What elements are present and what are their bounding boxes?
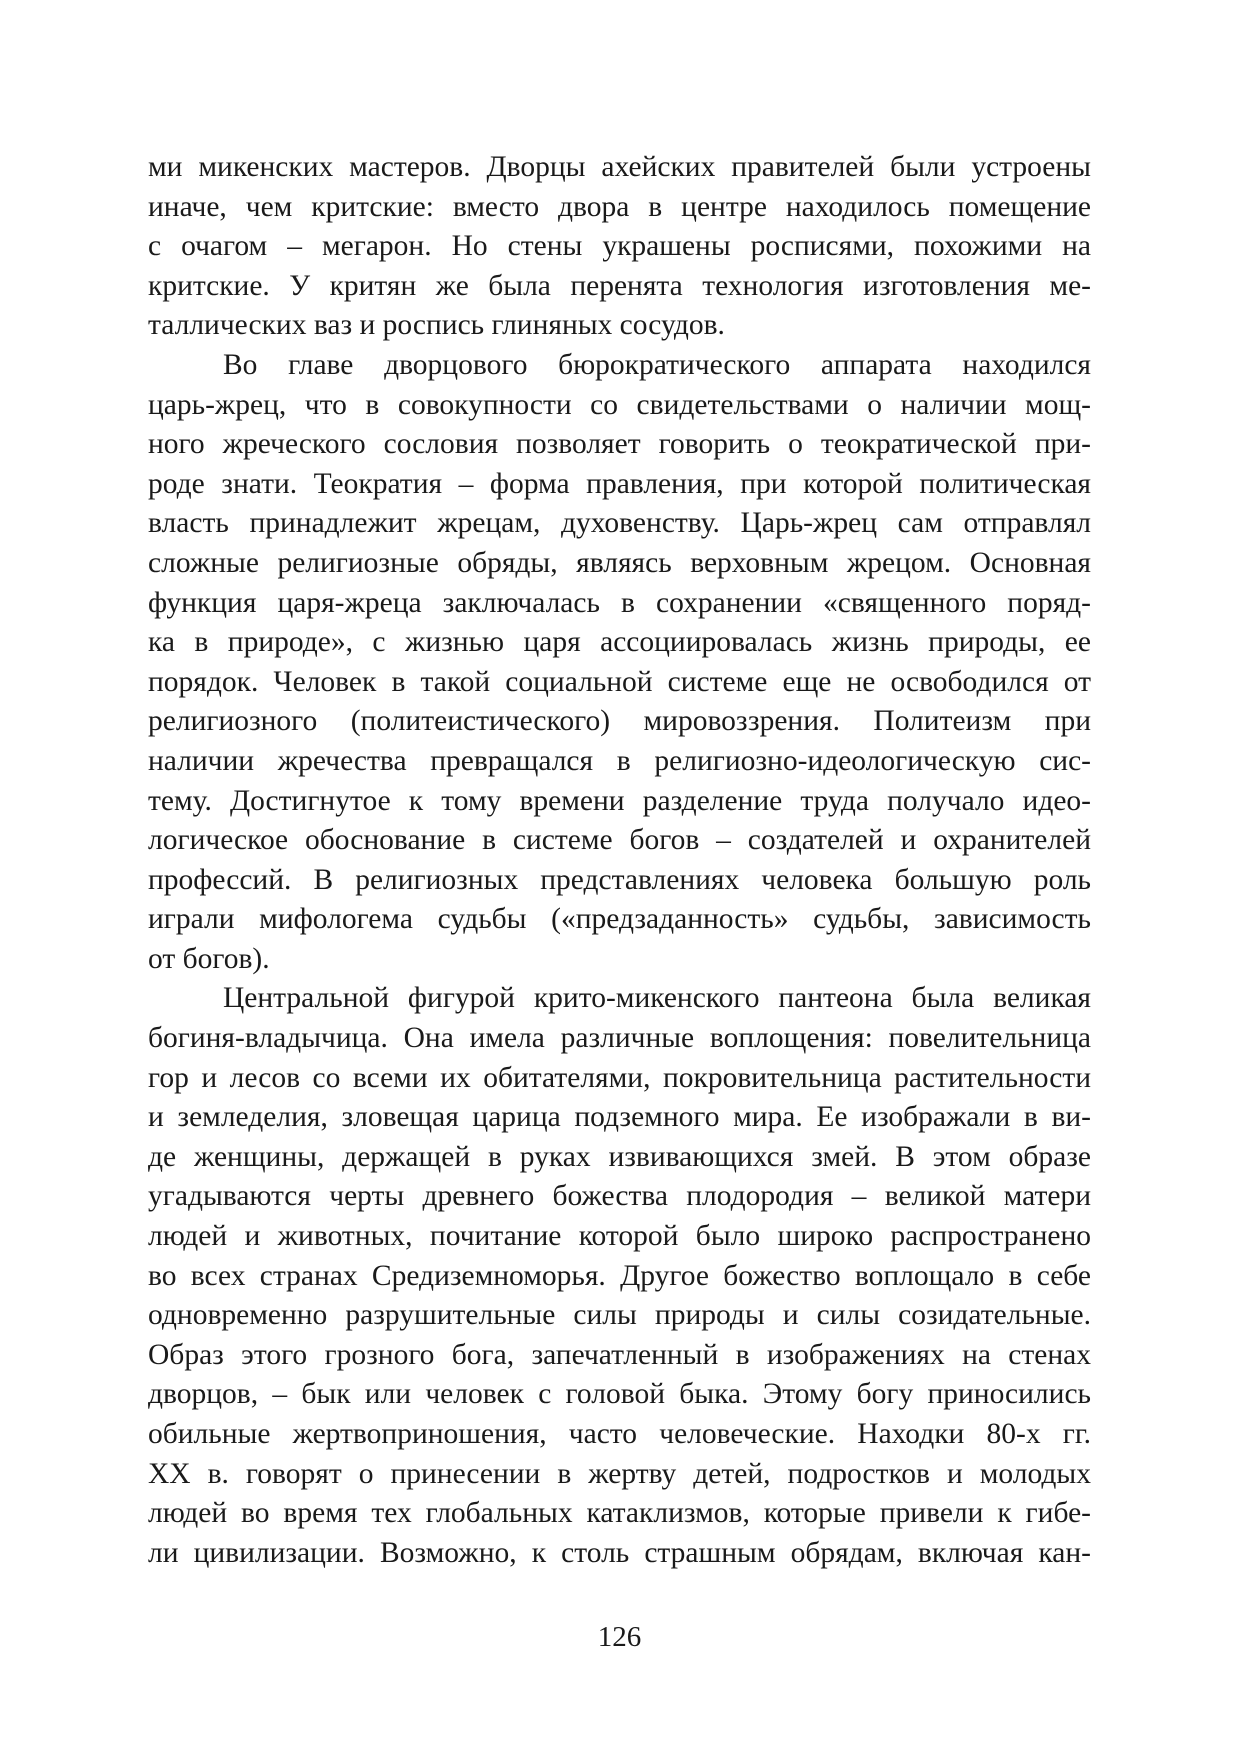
text-line: наличии жречества превращался в религиозно-идеологическую сис- [148, 744, 1091, 777]
text-line: власть принадлежит жрецам, духовенству. Царь-жрец сам отправлял [148, 507, 1091, 540]
text-line: Образ этого грозного бога, запечатленный в изображениях на стенах [148, 1338, 1091, 1371]
text-line: людей во время тех глобальных катаклизмов, которые привели к гибе- [148, 1497, 1091, 1530]
text-line: Во главе дворцового бюрократического аппарата находился [223, 348, 1091, 381]
text-line: людей и животных, почитание которой было широко распространено [148, 1220, 1091, 1253]
text-line: угадываются черты древнего божества плодородия – великой матери [148, 1180, 1091, 1213]
text-line: богиня-владычица. Она имела различные воплощения: повелительница [148, 1022, 1091, 1055]
text-line: ми микенских мастеров. Дворцы ахейских правителей были устроены [148, 151, 1091, 183]
text-line: де женщины, держащей в руках извивающихся змей. В этом образе [148, 1140, 1091, 1173]
text-line: дворцов, – бык или человек с головой быка. Этому богу приносились [148, 1378, 1091, 1411]
text-line: с очагом – мегарон. Но стены украшены росписями, похожими на [148, 230, 1091, 263]
text-line: тему. Достигнутое к тому времени разделение труда получало идео- [148, 784, 1091, 817]
text-line: роде знати. Теократия – форма правления, при которой политическая [148, 467, 1091, 500]
text-line: сложные религиозные обряды, являясь верховным жрецом. Основная [148, 546, 1091, 579]
text-line: ного жреческого сословия позволяет говорить о теократической при- [148, 428, 1091, 461]
text-line: одновременно разрушительные силы природы и силы созидательные. [148, 1299, 1091, 1332]
text-line: гор и лесов со всеми их обитателями, покровительница растительности [148, 1061, 1091, 1094]
text-line: обильные жертвоприношения, часто человеческие. Находки 80-х гг. [148, 1418, 1091, 1450]
text-line: царь-жрец, что в совокупности со свидетельствами о наличии мощ- [148, 388, 1091, 421]
text-line: играли мифологема судьбы («предзаданность» судьбы, зависимость [148, 903, 1091, 936]
text-line: таллических ваз и роспись глиняных сосудов. [148, 309, 725, 342]
text-line: профессий. В религиозных представлениях человека большую роль [148, 863, 1091, 896]
text-line: иначе, чем критские: вместо двора в центре находилось помещение [148, 190, 1091, 223]
text-line: и земледелия, зловещая царица подземного мира. Ее изображали в ви- [148, 1101, 1091, 1134]
text-line: порядок. Человек в такой социальной системе еще не освободился от [148, 665, 1091, 698]
text-line: XX в. говорят о принесении в жертву детей, подростков и молодых [148, 1457, 1091, 1490]
text-line: логическое обоснование в системе богов – создателей и охранителей [148, 824, 1091, 857]
text-line: критские. У критян же была перенята технология изготовления ме- [148, 269, 1091, 302]
text-line: Центральной фигурой крито-микенского пантеона была великая [223, 982, 1091, 1015]
text-line: от богов). [148, 942, 270, 975]
text-line: функция царя-жреца заключалась в сохранении «священного поряд- [148, 586, 1091, 619]
page-body [148, 148, 1091, 1573]
page-number: 126 [597, 1621, 642, 1653]
text-line: ка в природе», с жизнью царя ассоциировалась жизнь природы, ее [148, 626, 1091, 659]
text-line: ли цивилизации. Возможно, к столь страшным обрядам, включая кан- [148, 1536, 1091, 1569]
text-line: религиозного (политеистического) мировоззрения. Политеизм при [148, 705, 1091, 738]
text-line: во всех странах Средиземноморья. Другое божество воплощало в себе [148, 1259, 1091, 1292]
